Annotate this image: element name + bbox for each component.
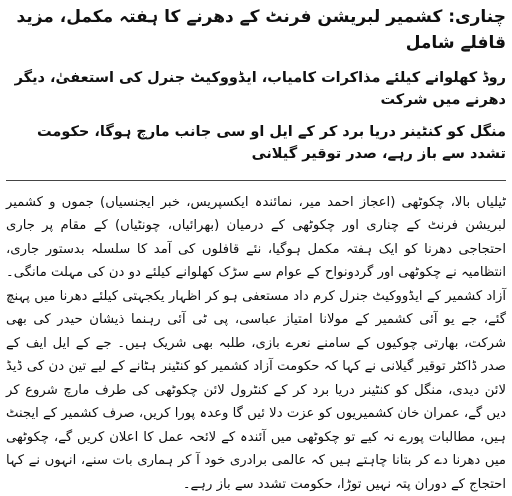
headline-tertiary: منگل کو کنٹینر دریا برد کر کے ایل او سی جانب مارچ ہوگا، حکومت تشدد سے باز رہے، صدر توقیر گیلانی — [37, 123, 506, 163]
headline-secondary: روڈ کھلوانے کیلئے مذاکرات کامیاب، ایڈووکیٹ جنرل کی استعفیٰ، دیگر دھرنے میں شرکت — [14, 69, 506, 109]
article-body: ٹیلیاں بالا، چکوٹھی (اعجاز احمد میر، نمائندہ ایکسپریس، خبر ایجنسیاں) جموں و کشمیر لبریشن فرنٹ کے چناری اور چکوٹھی کے درمیان (بھرائیاں، چونٹیاں) کے مقام پر جاری احتجاجی دھرنا کو ایک ہفتہ مکمل ہوگیا، نئے قافلوں کی آمد کا سلسلہ بدستور جاری، انتظامیہ نے چکوٹھی اور گردونواح کے عوام سے سڑک کھلوانے کیلئے دو دن کی مہلت مانگی۔ آزاد کشمیر کے ایڈووکیٹ جنرل کرم داد مستعفی ہو کر اظہار یکجہتی کیلئے دھرنا میں پہنچ گئے، جے یو آئی کشمیر کے مولانا امتیاز عباسی، پی ٹی آئی رہنما ذیشان حیدر کی بھی شرکت، بھارتی چوکیوں کے سامنے نعرے بازی، طلبہ بھی شریک ہیں۔ جے کے ایل ایف کے صدر ڈاکٹر توقیر گیلانی نے کہا کہ حکومت آزاد کشمیر کو کنٹینر ہٹانے کے لیے تین دن کی ڈیڈ لائن دیدی، منگل کو کنٹینر دریا برد کر کے کنٹرول لائن چکوٹھی کی طرف مارچ شروع کر دیں گے، عمران خان کشمیریوں کو عزت دلا ئیں گا وعدہ پورا کریں، صرف کشمیر کے ایجنٹ ہیں، مطالبات پورے نہ کیے تو چکوٹھی میں آئندہ کے لائحہ عمل کا اعلان کریں گے، چکوٹھی میں دھرنا دے کر بتانا چاہتے ہیں کہ عالمی برادری خود آ کر ہماری بات سنے، انہوں نے کہا احتجاج کے دوران پتہ نہیں توڑا، حکومت تشدد سے باز رہے۔ — [6, 194, 506, 492]
news-clipping — [6, 4, 506, 492]
divider — [6, 180, 506, 181]
headline-primary: چناری: کشمیر لبریشن فرنٹ کے دھرنے کا ہفتہ مکمل، مزید قافلے شامل — [16, 7, 506, 54]
